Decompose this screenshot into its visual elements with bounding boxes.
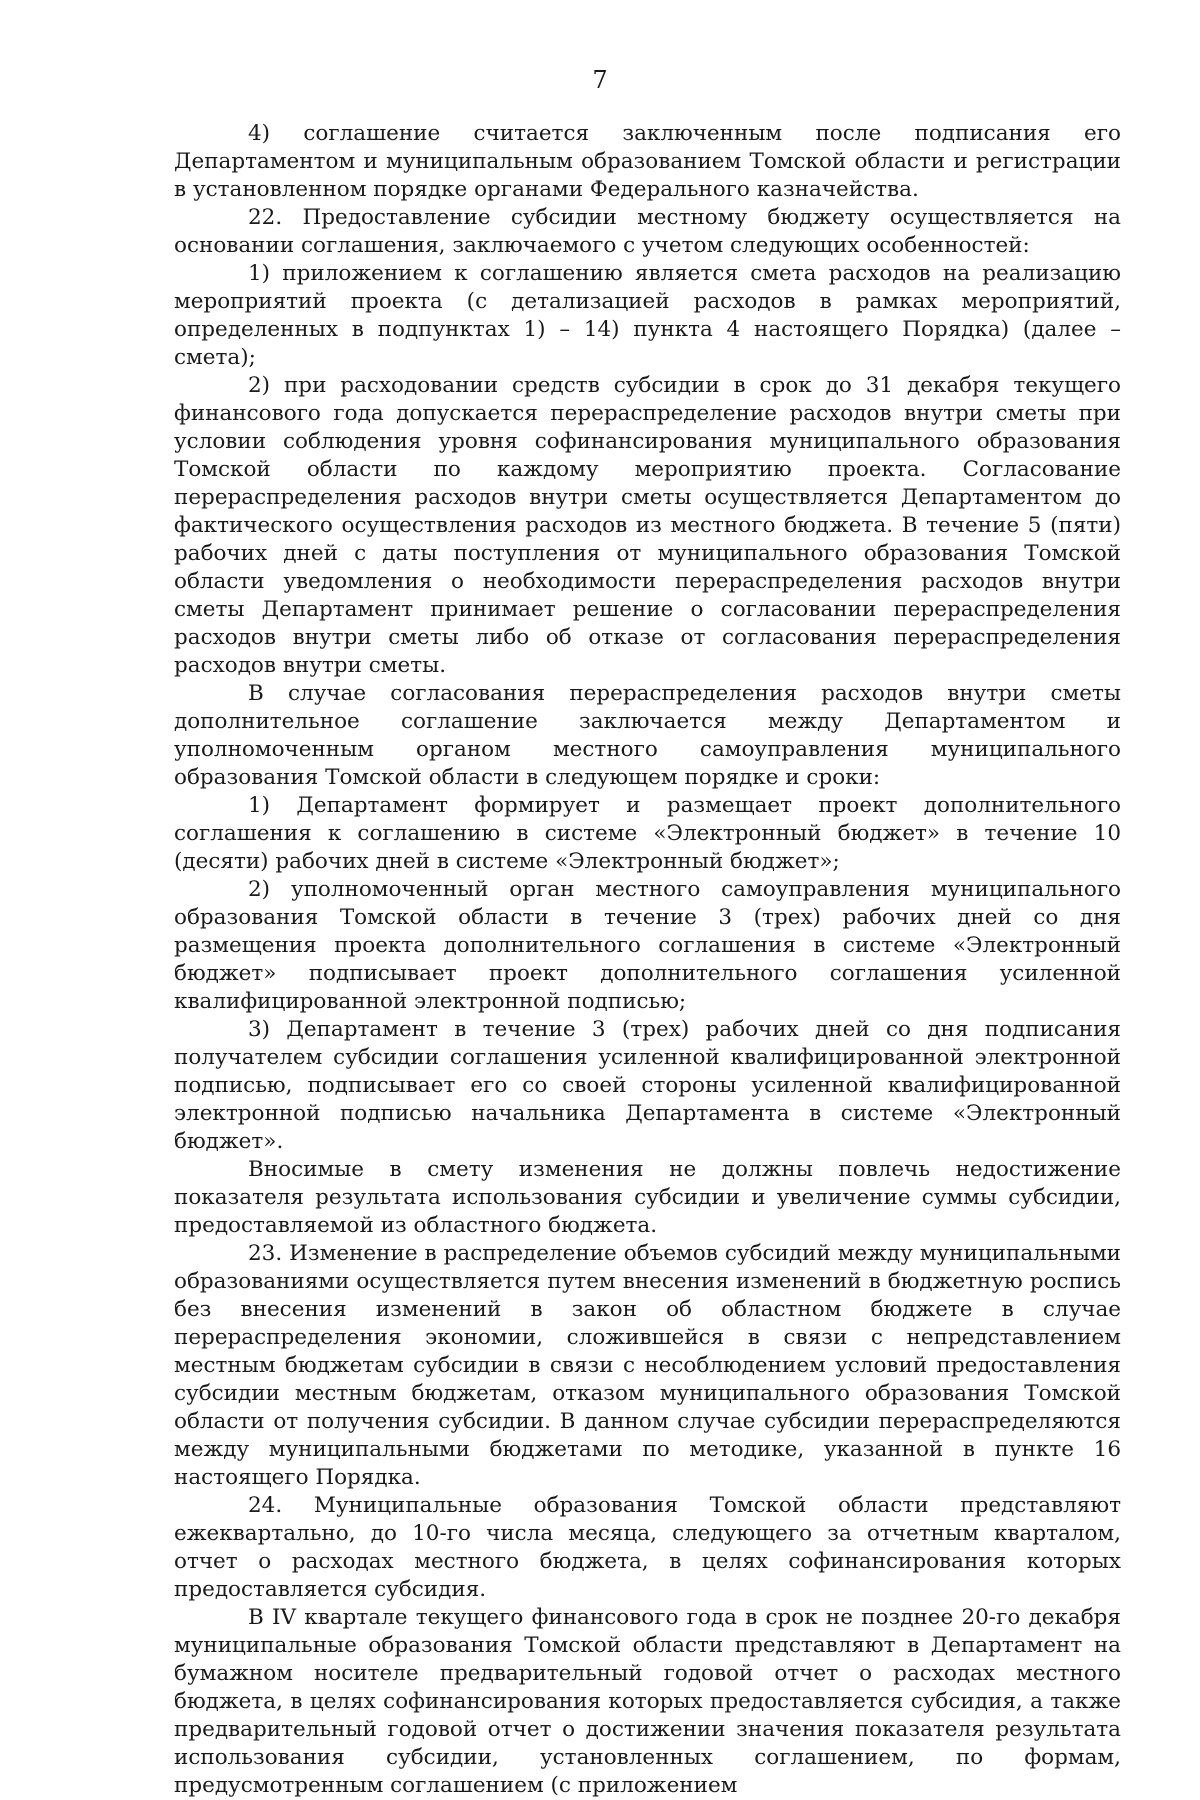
paragraph-item-22: 22. Предоставление субсидии местному бюджету осуществляется на основании соглашения, заключаемого с учетом следующих особенностей: [174, 205, 1121, 258]
paragraph-item-22-subitem-1: 1) приложением к соглашению является смета расходов на реализацию мероприятий проекта (с детализацией расходов в рамках мероприятий, определенных в подпунктах 1) – 14) пункта 4 настоящего Порядка) (далее – смета); [174, 261, 1121, 370]
paragraph-additional-agreement-step-3: 3) Департамент в течение 3 (трех) рабочих дней со дня подписания получателем субсидии соглашения усиленной квалифицированной электронной подписью, подписывает его со своей стороны усиленной квалифицированной электронной подписью начальника Департамента в системе «Электронный бюджет». [174, 1017, 1121, 1154]
paragraph-q4-reporting: В IV квартале текущего финансового года в срок не позднее 20-го декабря муниципальные образования Томской области представляют в Департамент на бумажном носителе предварительный годовой отчет о расходах местного бюджета, в целях софинансирования которых предоставляется субсидия, а также предварительный годовой отчет о достижении значения показателя результата использования субсидии, установленных соглашением, по формам, предусмотренным соглашением (с приложением [174, 1605, 1121, 1798]
document-body [174, 120, 1121, 1800]
paragraph-item-23: 23. Изменение в распределение объемов субсидий между муниципальными образованиями осуществляется путем внесения изменений в бюджетную роспись без внесения изменений в закон об областном бюджете в случае перераспределения экономии, сложившейся в связи с непредставлением местным бюджетам субсидии в связи с несоблюдением условий предоставления субсидии местным бюджетам, отказом муниципального образования Томской области от получения субсидии. В данном случае субсидии перераспределяются между муниципальными бюджетами по методике, указанной в пункте 16 настоящего Порядка. [174, 1241, 1121, 1490]
paragraph-additional-agreement: В случае согласования перераспределения расходов внутри сметы дополнительное соглашение заключается между Департаментом и уполномоченным органом местного самоуправления муниципального образования Томской области в следующем порядке и сроки: [174, 681, 1121, 790]
paragraph-item-24: 24. Муниципальные образования Томской области представляют ежеквартально, до 10-го числа месяца, следующего за отчетным кварталом, отчет о расходах местного бюджета, в целях софинансирования которых предоставляется субсидия. [174, 1493, 1121, 1602]
paragraph-estimate-changes: Вносимые в смету изменения не должны повлечь недостижение показателя результата использования субсидии и увеличение суммы субсидии, предоставляемой из областного бюджета. [174, 1157, 1121, 1238]
page-number: 7 [592, 66, 608, 94]
paragraph-item-22-subitem-2: 2) при расходовании средств субсидии в срок до 31 декабря текущего финансового года допускается перераспределение расходов внутри сметы при условии соблюдения уровня софинансирования муниципального образования Томской области по каждому мероприятию проекта. Согласование перераспределения расходов внутри сметы осуществляется Департаментом до фактического осуществления расходов из местного бюджета. В течение 5 (пяти) рабочих дней с даты поступления от муниципального образования Томской области уведомления о необходимости перераспределения расходов внутри сметы Департамент принимает решение о согласовании перераспределения расходов внутри сметы либо об отказе от согласования перераспределения расходов внутри сметы. [174, 373, 1121, 678]
paragraph-subitem-4-agreement-concluded: 4) соглашение считается заключенным после подписания его Департаментом и муниципальным образованием Томской области и регистрации в установленном порядке органами Федерального казначейства. [174, 121, 1121, 202]
paragraph-additional-agreement-step-2: 2) уполномоченный орган местного самоуправления муниципального образования Томской области в течение 3 (трех) рабочих дней со дня размещения проекта дополнительного соглашения в системе «Электронный бюджет» подписывает проект дополнительного соглашения усиленной квалифицированной электронной подписью; [174, 877, 1121, 1014]
paragraph-additional-agreement-step-1: 1) Департамент формирует и размещает проект дополнительного соглашения к соглашению в системе «Электронный бюджет» в течение 10 (десяти) рабочих дней в системе «Электронный бюджет»; [174, 793, 1121, 874]
